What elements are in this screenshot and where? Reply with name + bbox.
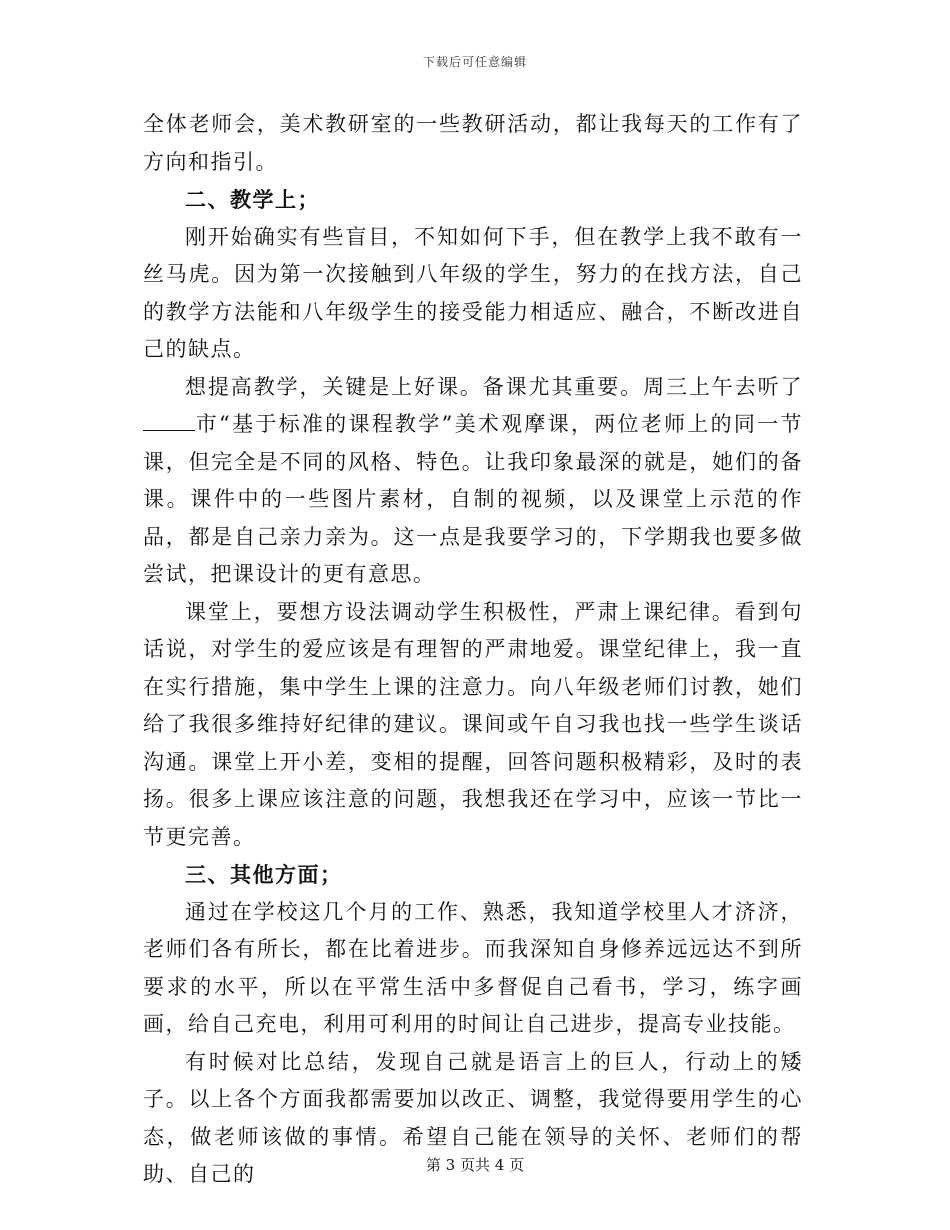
- paragraph-lesson-prep: [143, 369, 803, 594]
- paragraph-self-improvement: 通过在学校这几个月的工作、熟悉，我知道学校里人才济济，老师们各有所长，都在比着进步。而我深知自身修养远远达不到所要求的水平，所以在平常生活中多督促自己看书，学习，练字画画，给自己充电，利用可利用的时间让自己进步，提高专业技能。: [143, 899, 803, 1036]
- paragraph-teaching-start: 刚开始确实有些盲目，不知如何下手，但在教学上我不敢有一丝马虎。因为第一次接触到八年级的学生，努力的在找方法，自己的教学方法能和八年级学生的接受能力相适应、融合，不断改进自己的缺点。: [143, 224, 803, 361]
- paragraph-lesson-prep-part1: 想提高教学，关键是上好课。备课尤其重要。周三上午去听了: [185, 374, 803, 399]
- page-footer: 第 3 页共 4 页: [425, 1156, 525, 1174]
- section-heading-other: 三、其他方面；: [185, 862, 343, 887]
- section-heading-teaching: 二、教学上；: [185, 187, 320, 212]
- paragraph-lesson-prep-part2: 市“基于标准的课程教学”美术观摩课，两位老师上的同一节课，但完全是不同的风格、特色。让我印象最深的就是，她们的备课。课件中的一些图片素材，自制的视频，以及课堂上示范的作品，都是自己亲力亲为。这一点是我要学习的，下学期我也要多做尝试，把课设计的更有意思。: [143, 412, 803, 586]
- page-header: 下载后可任意编辑: [422, 55, 527, 69]
- paragraph-classroom-discipline: 课堂上，要想方设法调动学生积极性，严肃上课纪律。看到句话说，对学生的爱应该是有理智的严肃地爱。课堂纪律上，我一直在实行措施，集中学生上课的注意力。向八年级老师们讨教，她们给了我很多维持好纪律的建议。课间或午自习我也找一些学生谈话沟通。课堂上开小差，变相的提醒，回答问题积极精彩，及时的表扬。很多上课应该注意的问题，我想我还在学习中，应该一节比一节更完善。: [143, 599, 803, 849]
- paragraph-summary: 有时候对比总结，发现自己就是语言上的巨人，行动上的矮子。以上各个方面我都需要加以改正、调整，我觉得要用学生的心态，做老师该做的事情。希望自己能在领导的关怀、老师们的帮助、自己的: [143, 1049, 803, 1186]
- paragraph-continued: 全体老师会，美术教研室的一些教研活动，都让我每天的工作有了方向和指引。: [143, 112, 803, 174]
- document-body: [143, 106, 803, 1194]
- fill-in-blank: [143, 409, 195, 431]
